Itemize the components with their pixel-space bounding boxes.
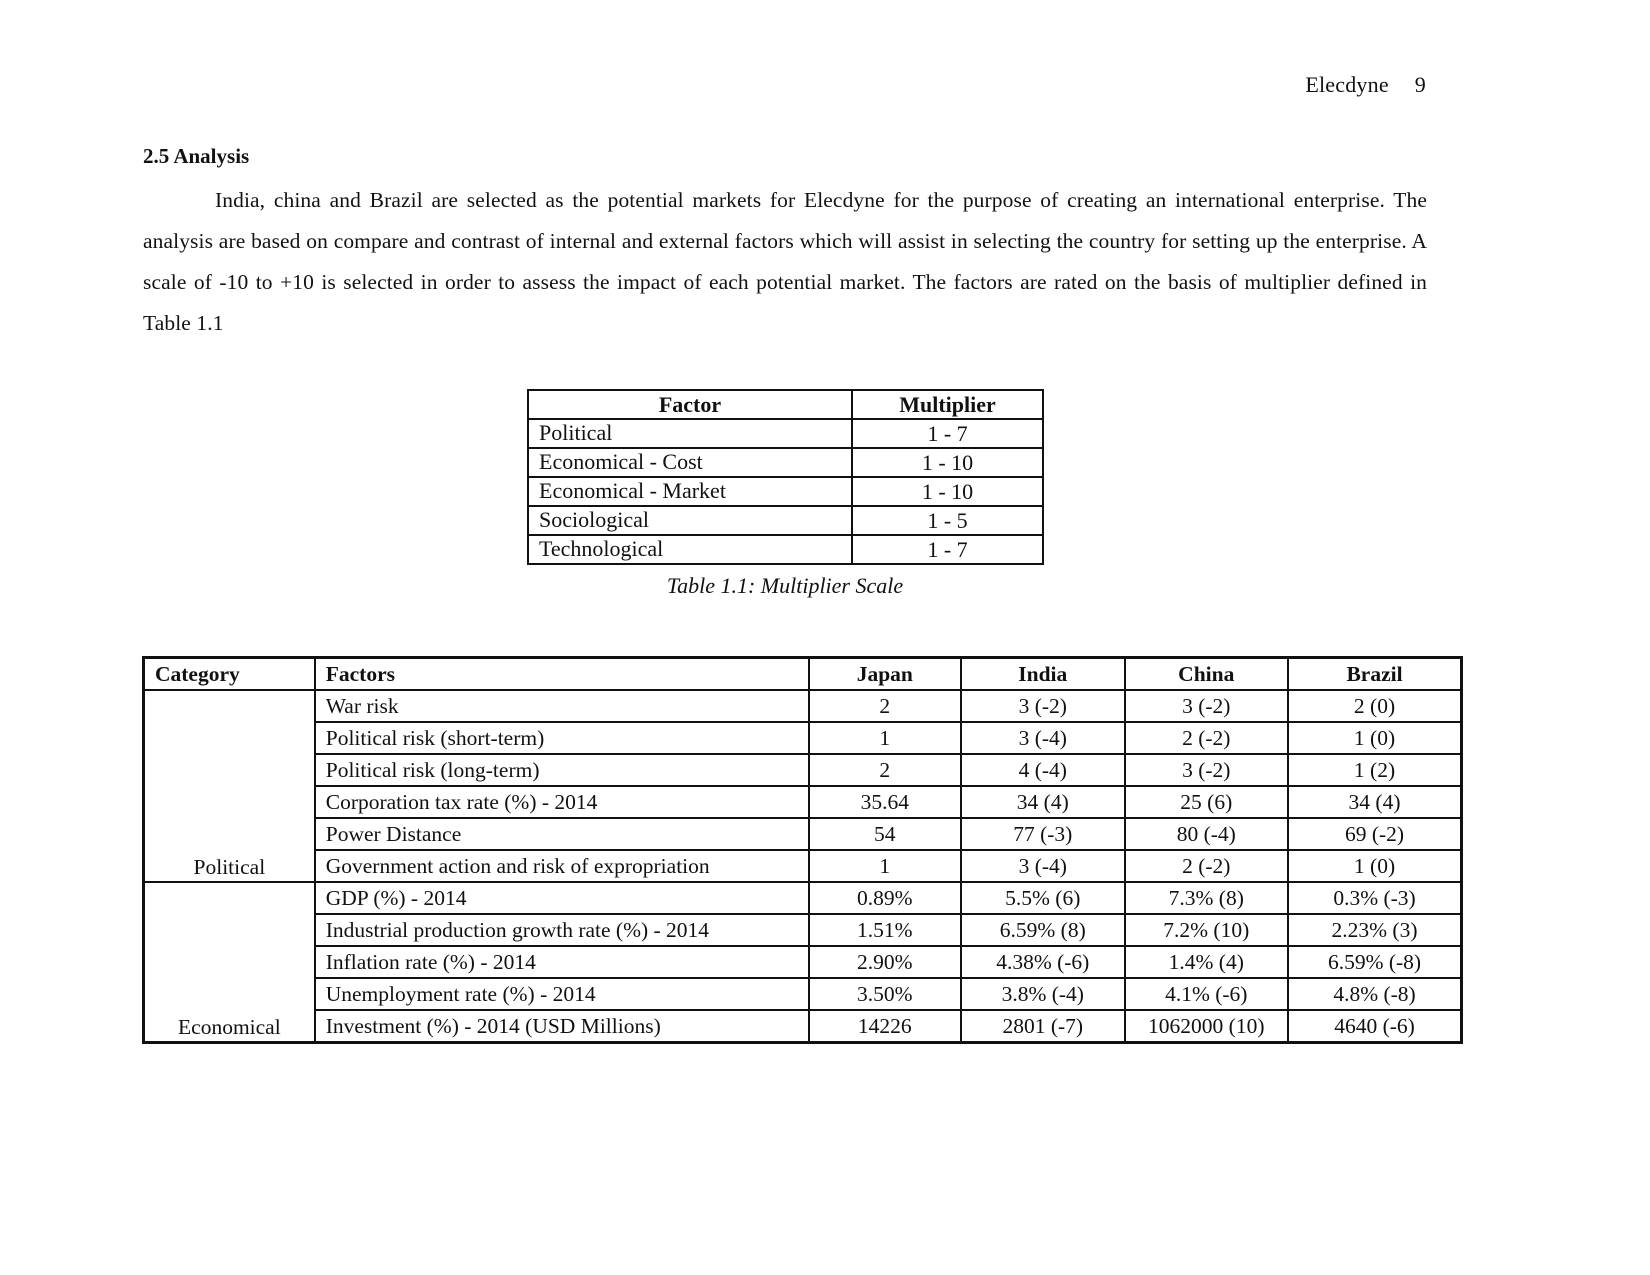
header-factor: Factor [528, 390, 852, 419]
japan-cell: 1 [809, 850, 961, 882]
factor-cell: Corporation tax rate (%) - 2014 [315, 786, 809, 818]
multiplier-cell: 1 - 5 [852, 506, 1043, 535]
india-cell: 3.8% (-4) [961, 978, 1125, 1010]
comparison-header-row [144, 658, 1462, 691]
brazil-cell: 4640 (-6) [1288, 1010, 1461, 1043]
india-cell: 4 (-4) [961, 754, 1125, 786]
india-cell: 3 (-2) [961, 690, 1125, 722]
brazil-cell: 4.8% (-8) [1288, 978, 1461, 1010]
factor-cell: Investment (%) - 2014 (USD Millions) [315, 1010, 809, 1043]
table-row [144, 946, 1462, 978]
table-row [528, 448, 1043, 477]
brazil-cell: 1 (0) [1288, 850, 1461, 882]
factor-cell: Power Distance [315, 818, 809, 850]
header-factors: Factors [315, 658, 809, 691]
factor-cell: Sociological [528, 506, 852, 535]
factor-cell: War risk [315, 690, 809, 722]
running-title: Elecdyne [1305, 72, 1389, 97]
table-row [144, 882, 1462, 914]
comparison-table [142, 656, 1463, 1044]
table-row [528, 419, 1043, 448]
brazil-cell: 1 (2) [1288, 754, 1461, 786]
factor-cell: GDP (%) - 2014 [315, 882, 809, 914]
page-number: 9 [1414, 72, 1426, 97]
japan-cell: 1.51% [809, 914, 961, 946]
india-cell: 77 (-3) [961, 818, 1125, 850]
brazil-cell: 6.59% (-8) [1288, 946, 1461, 978]
factor-cell: Economical - Market [528, 477, 852, 506]
japan-cell: 54 [809, 818, 961, 850]
india-cell: 4.38% (-6) [961, 946, 1125, 978]
china-cell: 2 (-2) [1125, 722, 1289, 754]
factor-cell: Economical - Cost [528, 448, 852, 477]
multiplier-table-header-row [528, 390, 1043, 419]
section-heading: 2.5 Analysis [143, 144, 250, 168]
brazil-cell: 34 (4) [1288, 786, 1461, 818]
factor-cell: Technological [528, 535, 852, 564]
factor-cell: Unemployment rate (%) - 2014 [315, 978, 809, 1010]
table-row [528, 506, 1043, 535]
header-brazil: Brazil [1288, 658, 1461, 691]
brazil-cell: 0.3% (-3) [1288, 882, 1461, 914]
japan-cell: 3.50% [809, 978, 961, 1010]
china-cell: 25 (6) [1125, 786, 1289, 818]
brazil-cell: 2.23% (3) [1288, 914, 1461, 946]
india-cell: 34 (4) [961, 786, 1125, 818]
table-row [144, 754, 1462, 786]
table-row [144, 818, 1462, 850]
table-row [144, 850, 1462, 882]
china-cell: 80 (-4) [1125, 818, 1289, 850]
japan-cell: 0.89% [809, 882, 961, 914]
table-row [144, 786, 1462, 818]
header-japan: Japan [809, 658, 961, 691]
china-cell: 1062000 (10) [1125, 1010, 1289, 1043]
brazil-cell: 2 (0) [1288, 690, 1461, 722]
japan-cell: 35.64 [809, 786, 961, 818]
japan-cell: 1 [809, 722, 961, 754]
header-category: Category [144, 658, 315, 691]
china-cell: 3 (-2) [1125, 690, 1289, 722]
india-cell: 3 (-4) [961, 722, 1125, 754]
multiplier-cell: 1 - 10 [852, 448, 1043, 477]
india-cell: 5.5% (6) [961, 882, 1125, 914]
multiplier-cell: 1 - 10 [852, 477, 1043, 506]
table-row [528, 477, 1043, 506]
brazil-cell: 69 (-2) [1288, 818, 1461, 850]
category-cell-political: Political [144, 690, 315, 882]
india-cell: 6.59% (8) [961, 914, 1125, 946]
china-cell: 7.2% (10) [1125, 914, 1289, 946]
multiplier-cell: 1 - 7 [852, 419, 1043, 448]
factor-cell: Political [528, 419, 852, 448]
china-cell: 4.1% (-6) [1125, 978, 1289, 1010]
factor-cell: Inflation rate (%) - 2014 [315, 946, 809, 978]
china-cell: 7.3% (8) [1125, 882, 1289, 914]
header-india: India [961, 658, 1125, 691]
china-cell: 1.4% (4) [1125, 946, 1289, 978]
japan-cell: 14226 [809, 1010, 961, 1043]
india-cell: 3 (-4) [961, 850, 1125, 882]
table-row [528, 535, 1043, 564]
header-multiplier: Multiplier [852, 390, 1043, 419]
china-cell: 2 (-2) [1125, 850, 1289, 882]
japan-cell: 2 [809, 754, 961, 786]
brazil-cell: 1 (0) [1288, 722, 1461, 754]
table-caption: Table 1.1: Multiplier Scale [666, 573, 904, 598]
multiplier-cell: 1 - 7 [852, 535, 1043, 564]
multiplier-table [527, 389, 1044, 565]
table-row [144, 914, 1462, 946]
factor-cell: Political risk (long-term) [315, 754, 809, 786]
japan-cell: 2 [809, 690, 961, 722]
table-row [144, 978, 1462, 1010]
factor-cell: Government action and risk of expropriation [315, 850, 809, 882]
factor-cell: Industrial production growth rate (%) - 2014 [315, 914, 809, 946]
running-header [1305, 72, 1426, 98]
table-row [144, 722, 1462, 754]
china-cell: 3 (-2) [1125, 754, 1289, 786]
category-cell-economical: Economical [144, 882, 315, 1043]
table-row [144, 1010, 1462, 1043]
japan-cell: 2.90% [809, 946, 961, 978]
factor-cell: Political risk (short-term) [315, 722, 809, 754]
india-cell: 2801 (-7) [961, 1010, 1125, 1043]
body-paragraph: India, china and Brazil are selected as the potential markets for Elecdyne for the purpose of creating an international enterprise. The analysis are based on compare and contrast of internal and external factors which will assist in selecting the country for setting up the enterprise. A scale of -10 to +10 is selected in order to assess the impact of each potential market. The factors are rated on the basis of multiplier defined in Table 1.1 [143, 188, 1427, 335]
header-china: China [1125, 658, 1289, 691]
table-row [144, 690, 1462, 722]
